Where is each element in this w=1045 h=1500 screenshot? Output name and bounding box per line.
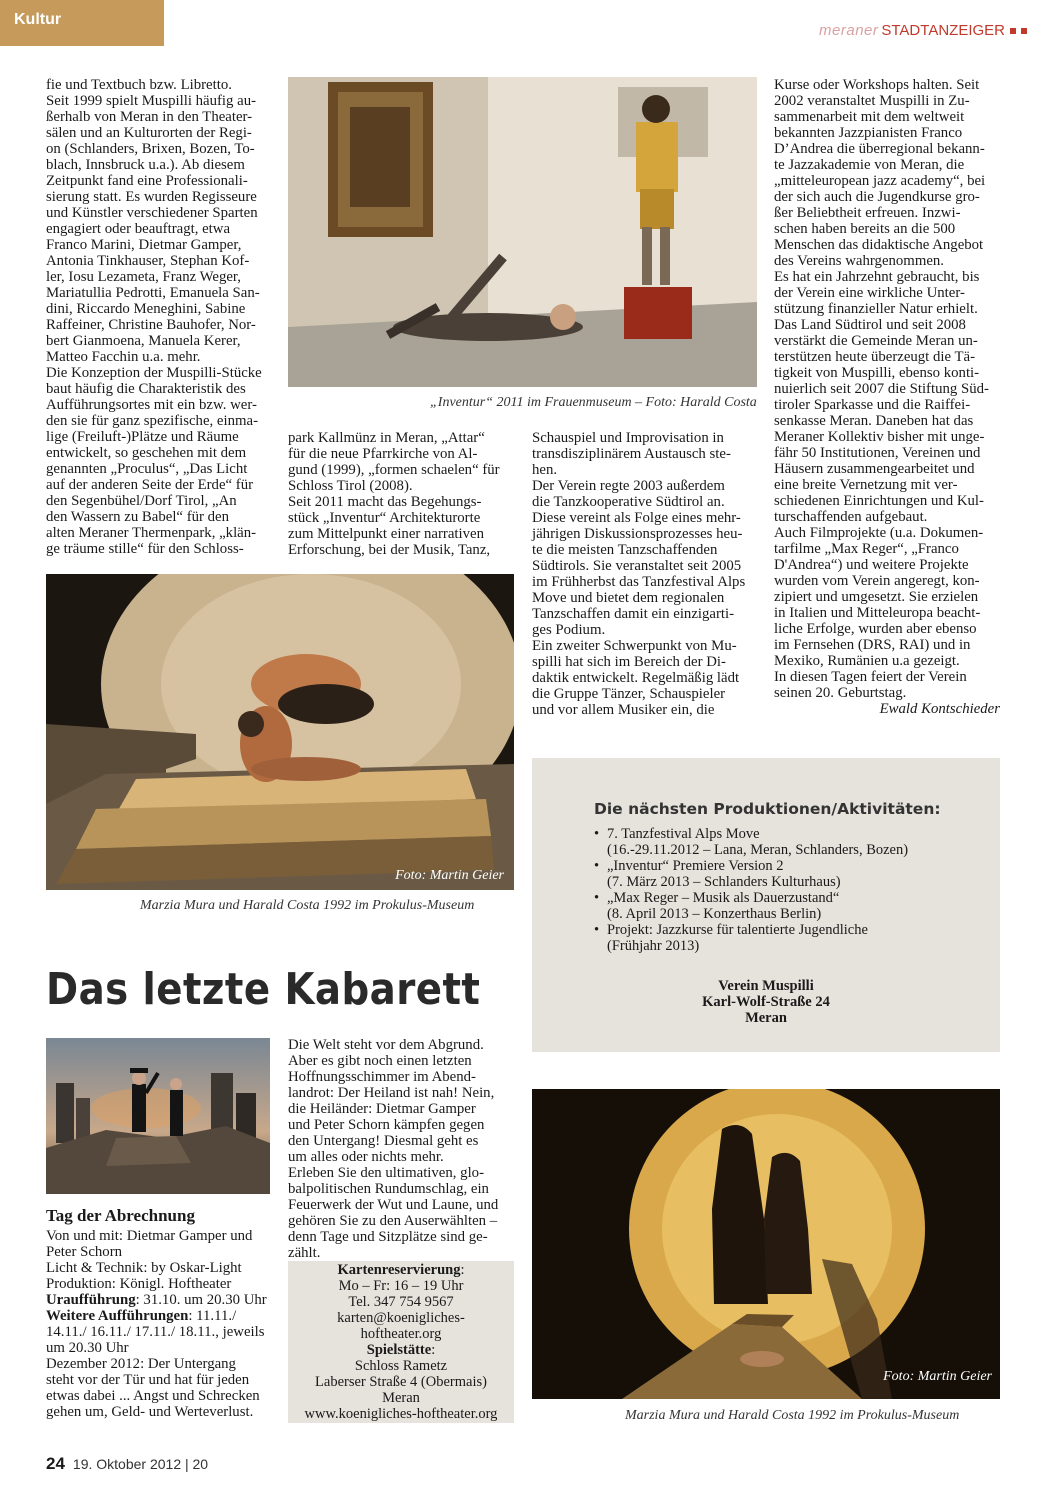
kabarett-line: zählt.: [288, 1245, 321, 1261]
article-line: für die neue Pfarrkirche von Al-: [288, 446, 478, 462]
article-column-1: [46, 77, 270, 557]
info-box-item: • Projekt: Jazzkurse für talentierte Jugendliche (Frühjahr 2013): [594, 922, 908, 954]
article-line: im Frühherbst das Tanzfestival Alps: [532, 574, 746, 590]
article-line: stück „Inventur“ Architekturorte: [288, 510, 481, 526]
article-line: schiedenen Einrichtungen und Kul-: [774, 493, 984, 509]
venue-line: Laberser Straße 4 (Obermais): [315, 1374, 487, 1390]
article-line: tiroler Sparkasse und die Raiffei-: [774, 397, 971, 413]
article-line: liche Erfolge, wurden aber ebenso: [774, 621, 977, 637]
article-line: des Vereins wahrgenommen.: [774, 253, 944, 269]
masthead-meraner: meraner: [819, 22, 879, 39]
kabarett-credit-line: Peter Schorn: [46, 1244, 123, 1260]
kabarett-line: steht vor der Tür und hat für jeden: [46, 1372, 250, 1388]
kabarett-line: den Untergang! Diesmal geht es: [288, 1133, 479, 1149]
article-line: Südtirols. Sie veranstaltet seit 2005: [532, 558, 742, 574]
article-line: Erforschung, bei der Musik, Tanz,: [288, 542, 491, 558]
article-column-4: [774, 77, 1000, 701]
author-byline: Ewald Kontschieder: [879, 701, 1000, 717]
section-label: Kultur: [14, 11, 62, 28]
article-line: Tanzschaffen damit ein einzigarti-: [532, 606, 735, 622]
photo-dance-left-caption: Marzia Mura und Harald Costa 1992 im Prokulus-Museum: [140, 898, 475, 913]
info-box-upcoming: [532, 758, 1000, 1052]
article-line: entwickelt, so geschehen mit dem: [46, 445, 247, 461]
page-footer: [46, 1454, 208, 1474]
kabarett-line: Aber es gibt noch einen letzten: [288, 1053, 472, 1069]
kabarett-line: denn Tage und Sitzplätze sind ge-: [288, 1229, 488, 1245]
info-box-item: • „Max Reger – Musik als Dauerzustand“ (8. April 2013 – Konzerthaus Berlin): [594, 890, 908, 922]
venue-line: Schloss Rametz: [354, 1358, 448, 1374]
ticket-line: karten@koenigliches-: [337, 1310, 465, 1326]
kabarett-credit-line: Produktion: Königl. Hoftheater: [46, 1276, 232, 1292]
article-line: turschaffenden aufgebaut.: [774, 509, 928, 525]
article-line: te die meisten Tanzschaffenden: [532, 542, 718, 558]
photo-dance-right: [532, 1089, 1000, 1399]
article-line: In diesen Tagen feiert der Verein: [774, 669, 967, 685]
kabarett-line: gehen um, Geld- und Werteverlust.: [46, 1404, 254, 1420]
photo-kabarett: [46, 1038, 270, 1194]
article-line: fie und Textbuch bzw. Libretto.: [46, 77, 232, 93]
article-line: „mitteleuropean jazz academy“, bei: [774, 173, 986, 189]
article-line: Häusern zusammengearbeitet und: [774, 461, 975, 477]
article-line: der Verein eine wirkliche Unter-: [774, 285, 965, 301]
ticket-label: Kartenreservierung: [337, 1262, 461, 1278]
article-line: genannten „Proculus“, „Das Licht: [46, 461, 248, 477]
ticket-line: Mo – Fr: 16 – 19 Uhr: [338, 1278, 464, 1294]
kabarett-line: die Heiländer: Dietmar Gamper: [288, 1101, 476, 1117]
article-line: stützung finanzieller Natur erhielt.: [774, 301, 978, 317]
article-line: sierung statt. Es wurden Regisseure: [46, 189, 257, 205]
photo-inventur: [288, 77, 757, 387]
article-line: Move und bietet dem regionalen: [532, 590, 725, 606]
kabarett-line: Feuerwerk der Wut und Laune, und: [288, 1197, 499, 1213]
article-column-3: [532, 430, 758, 718]
article-line: Diese vereint als Folge eines mehr-: [532, 510, 741, 526]
article-line: Antonia Tinkhauser, Stephan Kof-: [46, 253, 250, 269]
info-box-item: • „Inventur“ Premiere Version 2 (7. März 2013 – Schlanders Kulturhaus): [594, 858, 908, 890]
article-line: D'Andrea“) und weitere Projekte: [774, 557, 969, 573]
venue-line: Meran: [382, 1390, 420, 1406]
article-line: der sich auch die Jugendkurse gro-: [774, 189, 980, 205]
article-line: Meraner Kollektiv bisher mit unge-: [774, 429, 985, 445]
article-line: ler, Iosu Lezameta, Franz Weger,: [46, 269, 241, 285]
photo-inventur-caption: „Inventur“ 2011 im Frauenmuseum – Foto: Harald Costa: [430, 395, 757, 410]
kabarett-line: Hoffnungsschimmer im Abend-: [288, 1069, 476, 1085]
article-line: alten Meraner Thermenpark, „klän-: [46, 525, 257, 541]
article-line: ge träume stille“ für den Schloss-: [46, 541, 244, 557]
article-line: Es hat ein Jahrzehnt gebraucht, bis: [774, 269, 980, 285]
article-line: Kurse oder Workshops halten. Seit: [774, 77, 980, 93]
article-line: tigkeit von Muspilli, ebenso konti-: [774, 365, 980, 381]
article-line: Raffeiner, Christine Bauhofer, Nor-: [46, 317, 256, 333]
kabarett-line: etwas dabei ... Angst und Schrecken: [46, 1388, 260, 1404]
article-line: jährigen Diskussionsprozesses heu-: [532, 526, 743, 542]
info-box-item: • 7. Tanzfestival Alps Move (16.-29.11.2012 – Lana, Meran, Schlanders, Bozen): [594, 826, 908, 858]
article-line: senkasse Meran. Daneben hat das: [774, 413, 974, 429]
article-line: 2002 veranstaltet Muspilli in Zu-: [774, 93, 970, 109]
article-line: ßerhalb von Meran in den Theater-: [46, 109, 253, 125]
article-line: Matteo Facchin u.a. mehr.: [46, 349, 201, 365]
photo-dance-right-caption: Marzia Mura und Harald Costa 1992 im Prokulus-Museum: [625, 1408, 960, 1423]
article-column-2: [288, 430, 514, 558]
article-line: seinen 20. Geburtstag.: [774, 685, 907, 701]
article-line: auf der anderen Seite der Erde“ für: [46, 477, 254, 493]
kabarett-subtitle: Tag der Abrechnung: [46, 1206, 195, 1225]
ticket-line: hoftheater.org: [360, 1326, 442, 1342]
ticket-line: Tel. 347 754 9567: [348, 1294, 454, 1310]
masthead-square-icon: [1021, 28, 1027, 34]
kabarett-line: balpolitischen Rundumschlag, ein: [288, 1181, 489, 1197]
kabarett-line: gehören Sie zu den Auserwählten –: [288, 1213, 498, 1229]
article-line: Das Land Südtirol und seit 2008: [774, 317, 966, 333]
kabarett-line: Erleben Sie den ultimativen, glo-: [288, 1165, 485, 1181]
article-line: eine breite Vernetzung mit ver-: [774, 477, 958, 493]
venue-label: Spielstätte: [366, 1342, 432, 1358]
article-line: fähr 50 Institutionen, Vereinen und: [774, 445, 981, 461]
article-line: spilli hat sich im Bereich der Di-: [532, 654, 726, 670]
kabarett-line: 14.11./ 16.11./ 17.11./ 18.11., jeweils: [46, 1324, 265, 1340]
article-line: die Tanzkooperative Südtirol an.: [532, 494, 725, 510]
masthead-square-icon: [1010, 28, 1016, 34]
article-line: in Italien und Mitteleuropa beacht-: [774, 605, 981, 621]
kabarett-line: und Peter Schorn kämpfen gegen: [288, 1117, 485, 1133]
article-line: Seit 2011 macht das Begehungs-: [288, 494, 482, 510]
photo-dance-left: [46, 574, 514, 890]
article-line: tarfilme „Max Reger“, „Franco: [774, 541, 959, 557]
article-line: Aufführungsortes mit ein bzw. wer-: [46, 397, 257, 413]
article-line: und Künstler verschiedener Sparten: [46, 205, 258, 221]
masthead: [819, 22, 1027, 39]
article-line: daktik entwickelt. Regelmäßig lädt: [532, 670, 740, 686]
article-line: Auch Filmprojekte (u.a. Dokumen-: [774, 525, 984, 541]
article-line: zipiert und umgesetzt. Sie erzielen: [774, 589, 979, 605]
kabarett-headline: Das letzte Kabarett: [46, 964, 481, 1015]
kabarett-line: Dezember 2012: Der Untergang: [46, 1356, 236, 1372]
article-line: Schauspiel und Improvisation in: [532, 430, 724, 446]
article-line: schen haben bereits an die 500: [774, 221, 956, 237]
article-line: transdisziplinärem Austausch ste-: [532, 446, 731, 462]
article-line: und vor allem Musiker ein, die: [532, 702, 715, 718]
article-line: dini, Riccardo Meneghini, Sabine: [46, 301, 246, 317]
photo-dance-left-credit: Foto: Martin Geier: [395, 868, 504, 883]
article-line: ßer Beliebtheit erfreuen. Inzwi-: [774, 205, 961, 221]
article-line: die Gruppe Tänzer, Schauspieler: [532, 686, 726, 702]
article-line: sammenarbeit mit dem weltweit: [774, 109, 965, 125]
article-line: Seit 1999 spielt Muspilli häufig au-: [46, 93, 257, 109]
info-box-address: Verein Muspilli Karl-Wolf-Straße 24 Meran: [702, 978, 830, 1026]
venue-line: www.koenigliches-hoftheater.org: [304, 1406, 498, 1422]
article-line: ges Podium.: [532, 622, 606, 638]
article-line: zum Mittelpunkt einer narrativen: [288, 526, 484, 542]
article-line: Die Konzeption der Muspilli-Stücke: [46, 365, 262, 381]
article-line: Mariatullia Pedrotti, Emanuela San-: [46, 285, 260, 301]
article-line: sälen und an Kulturorten der Regi-: [46, 125, 252, 141]
article-line: bekannten Jazzpianisten Franco: [774, 125, 963, 141]
ticket-info-box: Kartenreservierung: Mo – Fr: 16 – 19 Uhr Tel. 347 754 9567 karten@koenigliches- hoftheater.org Spielstätte: Schloss Rametz Laberser Straße 4 (Obermais) Meran www.koenigliches-hoftheater.org: [288, 1261, 514, 1423]
article-line: Mexiko, Rumänien u.a gezeigt.: [774, 653, 960, 669]
kabarett-premiere: Uraufführung: 31.10. um 20.30 Uhr: [46, 1292, 267, 1308]
kabarett-column-2: [288, 1037, 514, 1261]
article-line: Menschen das didaktische Angebot: [774, 237, 984, 253]
article-line: baut häufig die Charakteristik des: [46, 381, 246, 397]
article-line: lige (Freiluft-)Plätze und Räume: [46, 429, 239, 445]
issue-date: 19. Oktober 2012 | 20: [72, 1456, 209, 1472]
kabarett-column-1: [46, 1228, 270, 1420]
page-number: 24: [46, 1454, 65, 1473]
article-line: hen.: [532, 462, 558, 478]
photo-dance-right-credit: Foto: Martin Geier: [883, 1369, 992, 1384]
article-line: Franco Marini, Dietmar Gamper,: [46, 237, 242, 253]
kabarett-further: Weitere Aufführungen: 11.11./: [46, 1308, 237, 1324]
kabarett-line: landrot: Der Heiland ist nah! Nein,: [288, 1085, 495, 1101]
kabarett-line: um alles oder nichts mehr.: [288, 1149, 444, 1165]
info-box-title: Die nächsten Produktionen/Aktivitäten:: [594, 800, 941, 818]
article-line: verstärkt die Gemeinde Meran un-: [774, 333, 978, 349]
article-line: wurden vom Verein angeregt, kon-: [774, 573, 980, 589]
article-line: terstützen heute überzeugt die Tä-: [774, 349, 976, 365]
article-line: D’Andrea die überregional bekann-: [774, 141, 985, 157]
article-line: Zeitpunkt fand eine Professionali-: [46, 173, 248, 189]
article-line: engagiert oder beauftragt, etwa: [46, 221, 231, 237]
article-line: im Fernsehen (DRS, RAI) und in: [774, 637, 971, 653]
info-box-list: [594, 826, 908, 954]
article-line: Ein zweiter Schwerpunkt von Mu-: [532, 638, 737, 654]
kabarett-line: um 20.30 Uhr: [46, 1340, 129, 1356]
masthead-stadtanzeiger: STADTANZEIGER: [881, 22, 1005, 39]
kabarett-credit-line: Von und mit: Dietmar Gamper und: [46, 1228, 253, 1244]
article-line: Schloss Tirol (2008).: [288, 478, 413, 494]
article-line: te Jazzakademie von Meran, die: [774, 157, 965, 173]
article-line: park Kallmünz in Meran, „Attar“: [288, 430, 485, 446]
kabarett-credit-line: Licht & Technik: by Oskar-Light: [46, 1260, 242, 1276]
article-line: nuierlich seit 2007 die Stiftung Süd-: [774, 381, 989, 397]
article-line: gund (1999), „formen schaelen“ für: [288, 462, 500, 478]
kabarett-line: Die Welt steht vor dem Abgrund.: [288, 1037, 484, 1053]
article-line: den Wassern zu Babel“ für den: [46, 509, 230, 525]
article-line: on (Schlanders, Brixen, Bozen, To-: [46, 141, 255, 157]
section-tab: [0, 0, 164, 46]
article-line: bert Gianmoena, Manuela Kerer,: [46, 333, 241, 349]
article-line: Der Verein regte 2003 außerdem: [532, 478, 725, 494]
article-line: den Segenbühel/Dorf Tirol, „An: [46, 493, 237, 509]
article-line: den sie für ganz spezifische, einma-: [46, 413, 258, 429]
article-line: blach, Innsbruck u.a.). Ab diesem: [46, 157, 245, 173]
